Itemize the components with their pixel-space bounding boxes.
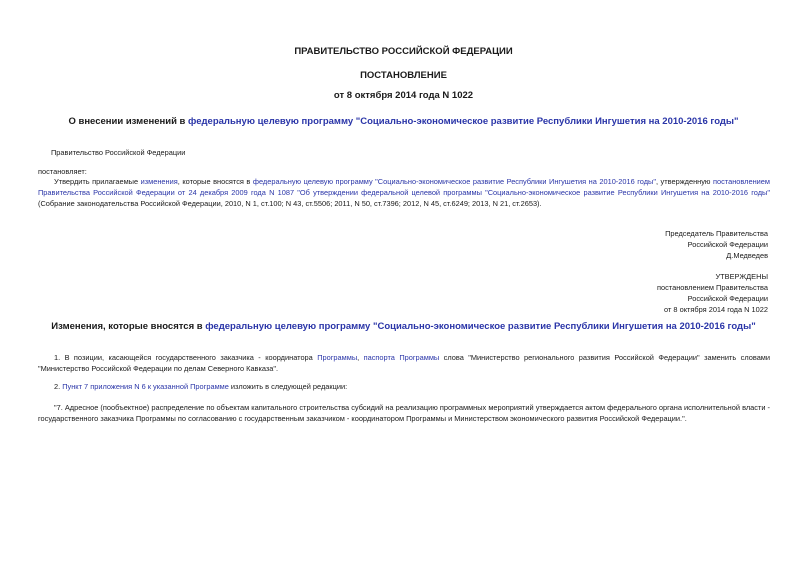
program-passport-link[interactable]: паспорта Программы [363,353,440,362]
p1-text-d: (Собрание законодательства Российской Федерации, 2010, N 1, ст.100; N 43, ст.5506; 2011, N 50, ст.7396; 2012, N 45, ст.6249; 2013, N 21, ст.2653). [38,199,542,208]
resolution-1087-link[interactable]: постановлением Правительства Российской Федерации от 24 декабря 2009 года N 1087 "Об утверждении федеральной целевой программы "Социально-экономическое развитие Республики Ингушетия на 2010-2016 годы" [38,177,770,197]
approved-line-4: от 8 октября 2014 года N 1022 [664,305,768,314]
item2-text-a: 2. [54,382,63,391]
document-date-number: от 8 октября 2014 года N 1022 [333,90,474,101]
p1-text-a: Утвердить прилагаемые [54,177,141,186]
signature-line-3: Д.Медведев [726,251,768,260]
approved-line-1: УТВЕРЖДЕНЫ [715,272,768,281]
program-link[interactable]: федеральную целевую программу "Социально-экономическое развитие Республики Ингушетия на 2010-2016 годы" [252,177,656,186]
item2-text-b: изложить в следующей редакции: [228,382,348,391]
government-line: Правительство Российской Федерации [51,148,186,157]
title2-program-link[interactable]: федеральную целевую программу "Социально-экономическое развитие Республики Ингушетия на 2010-2016 годы" [205,321,756,332]
item1-text-a: 1. В позиции, касающейся государственного заказчика - координатора [54,353,318,362]
program-link-2[interactable]: Программы [317,353,358,362]
document-type: ПОСТАНОВЛЕНИЕ [360,70,447,81]
signature-block [665,228,768,261]
approved-block [657,271,768,315]
document-title [40,116,767,127]
change-item-2 [54,381,347,392]
decides-line: постановляет: [38,167,87,176]
changes-link[interactable]: изменения [140,177,178,186]
approved-line-2: постановлением Правительства [657,283,768,292]
title-program-link[interactable]: федеральную целевую программу "Социально-экономическое развитие Республики Ингушетия на 2010-2016 годы" [188,116,739,127]
item1-text-c: слова "Министерство регионального развития Российской Федерации" заменить словами "Министерство Российской Федерации по делам Северного Кавказа". [38,353,771,373]
changes-title [40,321,767,332]
p1-text-b: , которые вносятся в [177,177,253,186]
change-item-1 [38,352,770,374]
title2-prefix: Изменения, которые вносятся в [51,321,206,332]
title-prefix: О внесении изменений в [68,116,189,127]
decree-paragraph [38,176,770,209]
signature-line-1: Председатель Правительства [665,229,768,238]
change-item-3: "7. Адресное (пообъектное) распределение по объектам капитального строительства субсидий на реализацию программных мероприятий утверждается актом федерального органа исполнительной власти - государственного заказчика Программы по согласованию с государственным заказчиком - координатором Программы и Министерством экономического развития Российской Федерации.". [38,403,770,423]
signature-line-2: Российской Федерации [687,240,768,249]
p1-text-c: , утвержденную [655,177,713,186]
item1-text-b: , [357,353,364,362]
appendix-6-link[interactable]: Пункт 7 приложения N 6 к указанной Программе [62,382,229,391]
government-header: ПРАВИТЕЛЬСТВО РОССИЙСКОЙ ФЕДЕРАЦИИ [294,46,513,57]
approved-line-3: Российской Федерации [687,294,768,303]
